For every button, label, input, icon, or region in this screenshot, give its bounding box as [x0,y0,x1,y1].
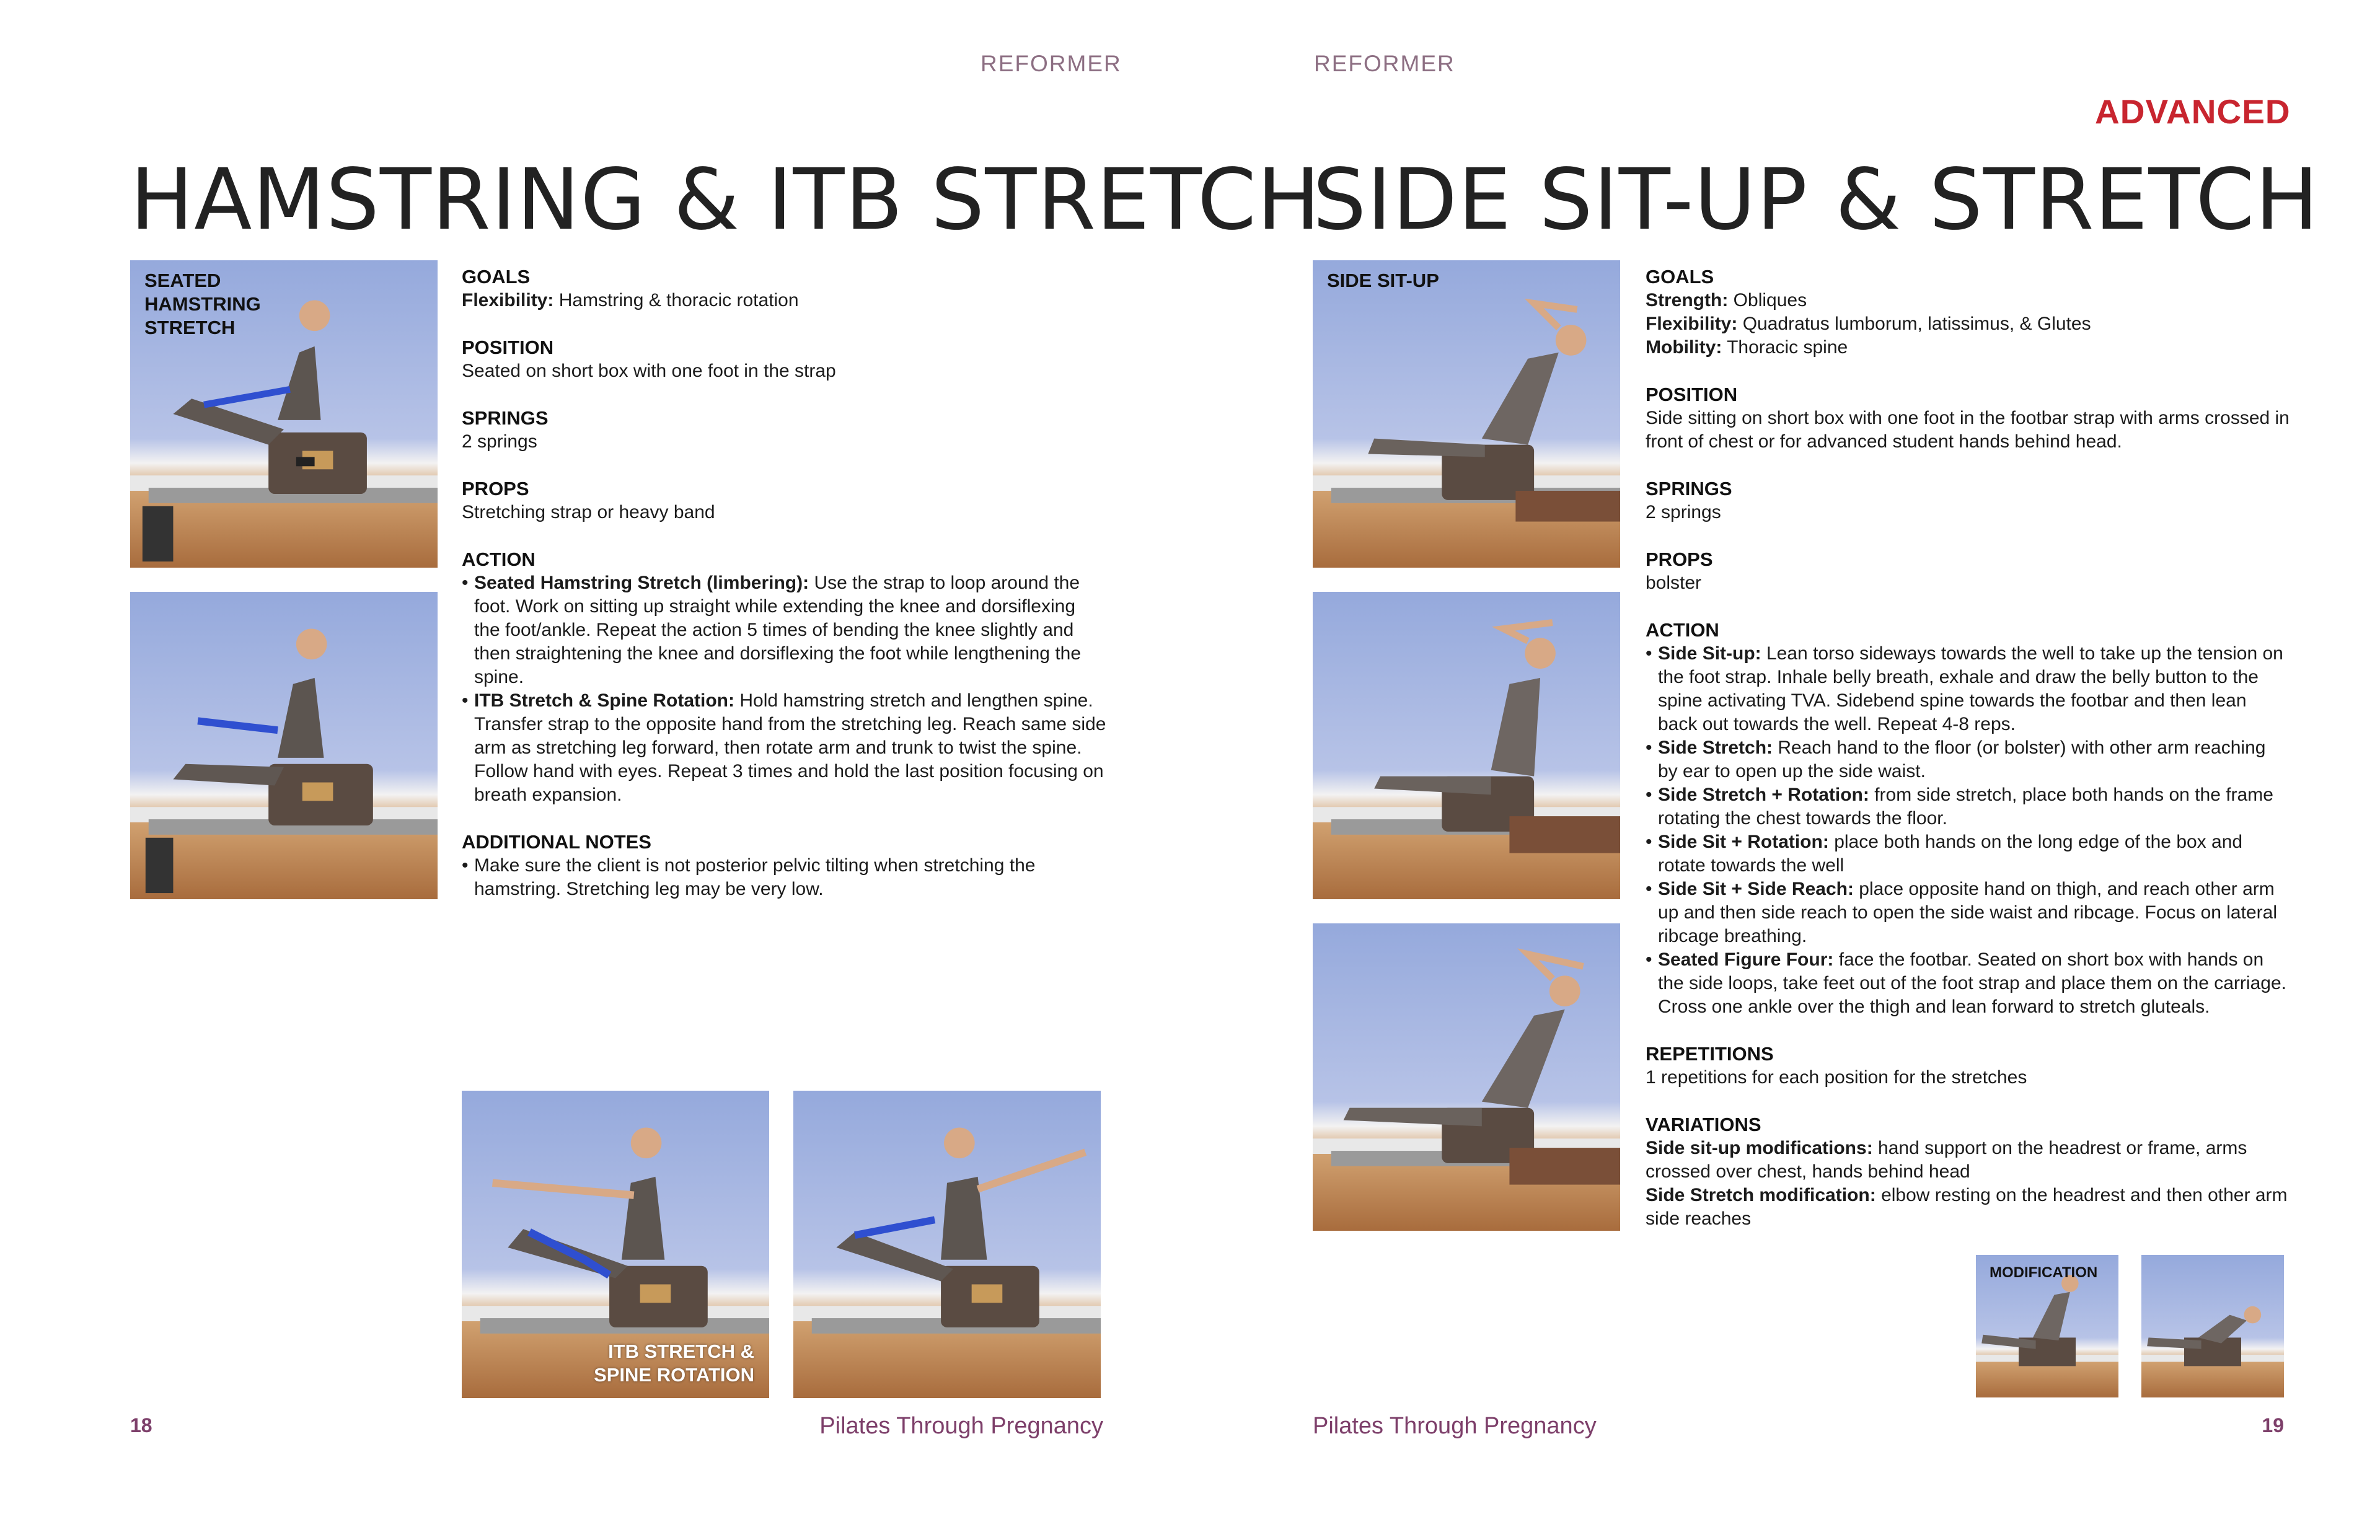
left-props-text: Stretching strap or heavy band [462,502,715,522]
right-position-text: Side sitting on short box with one foot in the footbar strap with arms crossed in front of chest or for advanced student hands behind head. [1646,408,2290,452]
right-variations-line: Side Stretch modification: elbow resting on the headrest and then other arm side reaches [1646,1185,2288,1229]
left-page-number: 18 [130,1414,152,1437]
advanced-badge: ADVANCED [2095,92,2291,131]
left-position-text: Seated on short box with one foot in the strap [462,361,836,381]
right-props-text: bolster [1646,573,1702,593]
left-page-title: HAMSTRING & ITB STRETCH [130,151,1321,249]
right-footer-title: Pilates Through Pregnancy [1313,1413,1597,1439]
modification-photo-1 [1976,1255,2118,1397]
list-item: • Seated Figure Four: face the footbar. Seated on short box with hands on the side loops, take feet out of the foot strap and place them on the carriage. Cross one ankle over the thigh and lean forward to stretch gluteals. [1646,948,2290,1019]
left-footer-title: Pilates Through Pregnancy [819,1413,1103,1439]
right-props-section [1646,548,2290,595]
right-goals-heading: GOALS [1646,266,1714,288]
left-props-section [462,477,1106,524]
right-page-number: 19 [2262,1414,2284,1437]
side-sit-up-label: SIDE SIT-UP [1327,270,1439,291]
right-goals-line: Mobility: Thoracic spine [1646,337,1848,358]
right-position-section [1646,383,2290,454]
seated-hamstring-label: SEATED HAMSTRING STRETCH [144,270,261,338]
list-item: • Side Sit-up: Lean torso sideways towards the well to take up the tension on the foot strap. Inhale belly breath, exhale and draw the belly button to the spine activating TVA. Sidebend spine towards the footbar and then lean back out towards the well. Repeat 4-8 reps. [1646,642,2290,736]
side-sit-up-photo [1313,260,1620,568]
itb-stretch-photo-1 [462,1091,769,1398]
side-rotation-photo [1313,923,1620,1231]
right-action-list [1646,642,2290,1019]
list-item: • ITB Stretch & Spine Rotation: Hold hamstring stretch and lengthen spine. Transfer strap to the opposite hand from the stretching leg. Reach same side arm as stretching leg forward, then rotate arm and trunk to twist the spine. Follow hand with eyes. Repeat 3 times and hold the last position focusing on breath expansion. [462,689,1106,807]
right-repetitions-text: 1 repetitions for each position for the stretches [1646,1067,2027,1088]
left-goals-section [462,265,1106,312]
left-position-heading: POSITION [462,337,554,358]
left-text-column [462,265,1106,925]
left-goals-heading: GOALS [462,266,531,288]
right-variations-section [1646,1113,2290,1231]
left-action-heading: ACTION [462,548,536,570]
left-goals-line: Flexibility: Hamstring & thoracic rotation [462,290,799,310]
right-goals-line: Flexibility: Quadratus lumborum, latissimus, & Glutes [1646,314,2091,334]
right-action-section [1646,618,2290,1019]
modification-label: MODIFICATION [1990,1264,2098,1281]
right-repetitions-heading: REPETITIONS [1646,1043,1774,1065]
side-stretch-photo [1313,592,1620,899]
right-position-heading: POSITION [1646,384,1738,405]
right-goals-line: Strength: Obliques [1646,290,1807,310]
left-springs-section [462,407,1106,454]
left-notes-section [462,830,1106,901]
modification-photo-2 [2141,1255,2284,1397]
right-page-title: SIDE SIT-UP & STRETCH [1313,151,2319,249]
left-notes-list [462,854,1106,901]
right-goals-section [1646,265,2290,359]
left-springs-heading: SPRINGS [462,407,549,429]
list-item: • Seated Hamstring Stretch (limbering): Use the strap to loop around the foot. Work on sitting up straight while extending the knee and dorsiflexing the foot/ankle. Repeat the action 5 times of bending the knee slightly and then straightening the knee and dorsiflexing the foot while lengthening the spine. [462,571,1106,689]
right-text-column [1646,265,2290,1254]
left-header-label: REFORMER [981,51,1122,76]
right-springs-heading: SPRINGS [1646,478,1732,499]
right-action-heading: ACTION [1646,619,1719,641]
right-props-heading: PROPS [1646,548,1713,570]
right-repetitions-section [1646,1042,2290,1089]
right-springs-section [1646,477,2290,524]
list-item: • Side Stretch: Reach hand to the floor (or bolster) with other arm reaching by ear to open up the side waist. [1646,736,2290,783]
hamstring-extension-photo [130,592,438,899]
list-item: • Side Sit + Rotation: place both hands on the long edge of the box and rotate towards the well [1646,830,2290,878]
right-variations-heading: VARIATIONS [1646,1114,1761,1135]
right-springs-text: 2 springs [1646,502,1721,522]
left-notes-heading: ADDITIONAL NOTES [462,831,651,853]
list-item: • Side Sit + Side Reach: place opposite hand on thigh, and reach other arm up and then side reach to open the side waist and ribcage. Focus on lateral ribcage breathing. [1646,878,2290,948]
itb-stretch-label: ITB STRETCH & SPINE ROTATION [594,1340,754,1386]
right-variations-line: Side sit-up modifications: hand support on the headrest or frame, arms crossed over chest, hands behind head [1646,1138,2247,1182]
left-props-heading: PROPS [462,478,529,499]
itb-stretch-photo-2 [793,1091,1101,1398]
left-action-list [462,571,1106,807]
left-position-section [462,336,1106,383]
right-header-label: REFORMER [1314,51,1455,76]
list-item: • Side Stretch + Rotation: from side stretch, place both hands on the frame rotating the chest towards the floor. [1646,783,2290,830]
seated-hamstring-photo [130,260,438,568]
left-springs-text: 2 springs [462,431,537,452]
left-action-section [462,548,1106,807]
list-item: • Make sure the client is not posterior pelvic tilting when stretching the hamstring. Stretching leg may be very low. [462,854,1106,901]
